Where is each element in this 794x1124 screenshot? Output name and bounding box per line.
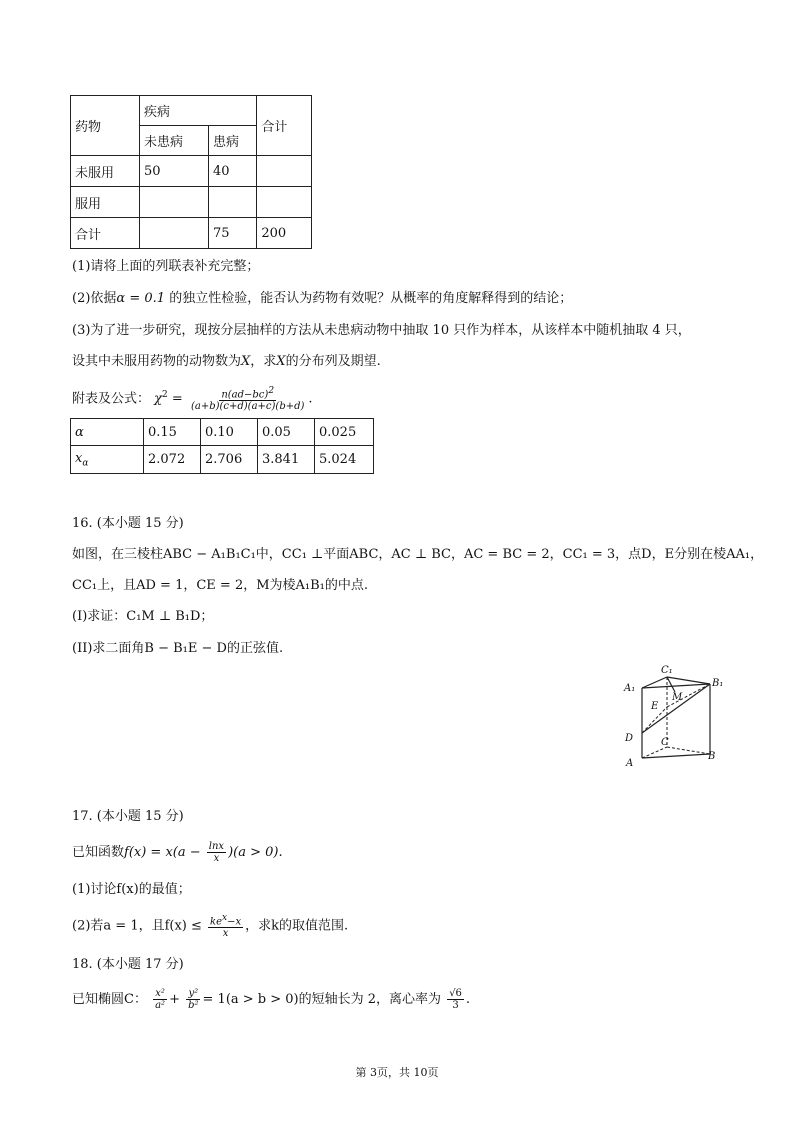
label-a: A (626, 758, 634, 769)
label-a1: A₁ (624, 683, 636, 694)
chi-square-fraction: $\frac{n(ad-bc)^2}{(a+b)(c+d)(a+c)(b+d)}$ (190, 385, 305, 412)
critical-value-table (70, 418, 374, 474)
page-footer: 第 3页，共 10页 (355, 1066, 439, 1079)
label-e: E (651, 701, 659, 712)
q17-part1: (1)讨论f(x)的最值； (72, 882, 191, 897)
q17-heading: 17. (本小题 15 分) (72, 809, 184, 824)
label-b: B (708, 751, 716, 762)
q17-part2: (2)若a = 1，且f(x) ≤ $\frac{ke^x-x}{x}$ ，求k的取值范围. (72, 913, 349, 940)
x2-fraction: $\frac{\text{x²}}{\text{a²}}$ (155, 988, 166, 1011)
q18-line1: 已知椭圆C： $\frac{\text{x²}}{\text{a²}}$ + $\frac{\text{y²}}{\text{b²}}$ = 1(a > b > 0)的短轴长为 2，离心率为 $\frac{√6}{3}$ . (72, 988, 471, 1011)
q16-part1: (I)求证：C₁M ⊥ B₁D； (72, 609, 214, 624)
header-disease: 疾病 (140, 96, 257, 126)
q16-line2: CC₁上，且AD = 1，CE = 2，M为棱A₁B₁的中点. (72, 578, 369, 593)
edge-a1b1 (642, 684, 710, 688)
q15-part3-line2: 设其中未服用药物的动物数为X，求X的分布列及期望. (72, 354, 381, 369)
edge-ab (642, 754, 710, 758)
ln-fraction: $\frac{\ln x}{x}$ (208, 841, 225, 864)
table-row: 合计 75 200 (71, 218, 312, 249)
q16-part2: (II)求二面角B − B₁E − D的正弦值. (72, 641, 284, 656)
formula-line: 附表及公式： $\chi^2$ = $\frac{n(ad-bc)^2}{(a+b)(c+d)(a+c)(b+d)}$ . (72, 385, 313, 412)
label-m: M (672, 692, 683, 703)
edge-cb (667, 747, 710, 754)
q16-heading: 16. (本小题 15 分) (72, 516, 184, 531)
label-d: D (625, 733, 634, 744)
label-c: C (661, 737, 669, 748)
table-row: $x_\alpha$ 2.072 2.706 3.841 5.024 (71, 446, 374, 474)
q17-line1: 已知函数f(x) = x(a − $\frac{\ln x}{x}$ )(a > 0). (72, 841, 283, 864)
eccentricity-fraction: $\frac{√6}{3}$ (449, 988, 462, 1011)
label-c1: C₁ (661, 665, 673, 676)
header-total: 合计 (257, 96, 312, 156)
ke-fraction: $\frac{ke^x-x}{x}$ (210, 913, 242, 940)
q15-part1: (1)请将上面的列联表补充完整； (72, 259, 260, 274)
header-not-sick: 未患病 (140, 126, 209, 156)
prism-figure (615, 662, 735, 774)
header-drug: 药物 (71, 96, 140, 156)
edge-c1b1 (667, 677, 710, 684)
q18-heading: 18. (本小题 17 分) (72, 957, 184, 972)
table-row: 未服用 50 40 (71, 156, 312, 187)
contingency-table (70, 95, 312, 249)
q15-part3-line1: (3)为了进一步研究，现按分层抽样的方法从未患病动物中抽取 10 只作为样本，从该样本中随机抽取 4 只， (72, 323, 691, 338)
label-b1: B₁ (712, 678, 724, 689)
segment-c1m (667, 677, 675, 692)
table-row: 服用 (71, 187, 312, 218)
header-sick: 患病 (209, 126, 257, 156)
q16-line1: 如图，在三棱柱ABC − A₁B₁C₁中，CC₁ ⊥平面ABC，AC ⊥ BC，AC = BC = 2，CC₁ = 3，点D，E分别在棱AA₁， (72, 547, 764, 562)
q15-part2: (2)依据α = 0.1 的独立性检验，能否认为药物有效呢？从概率的角度解释得到的结论； (72, 291, 573, 306)
table-row: α 0.15 0.10 0.05 0.025 (71, 419, 374, 446)
y2-fraction: $\frac{\text{y²}}{\text{b²}}$ (188, 988, 199, 1011)
